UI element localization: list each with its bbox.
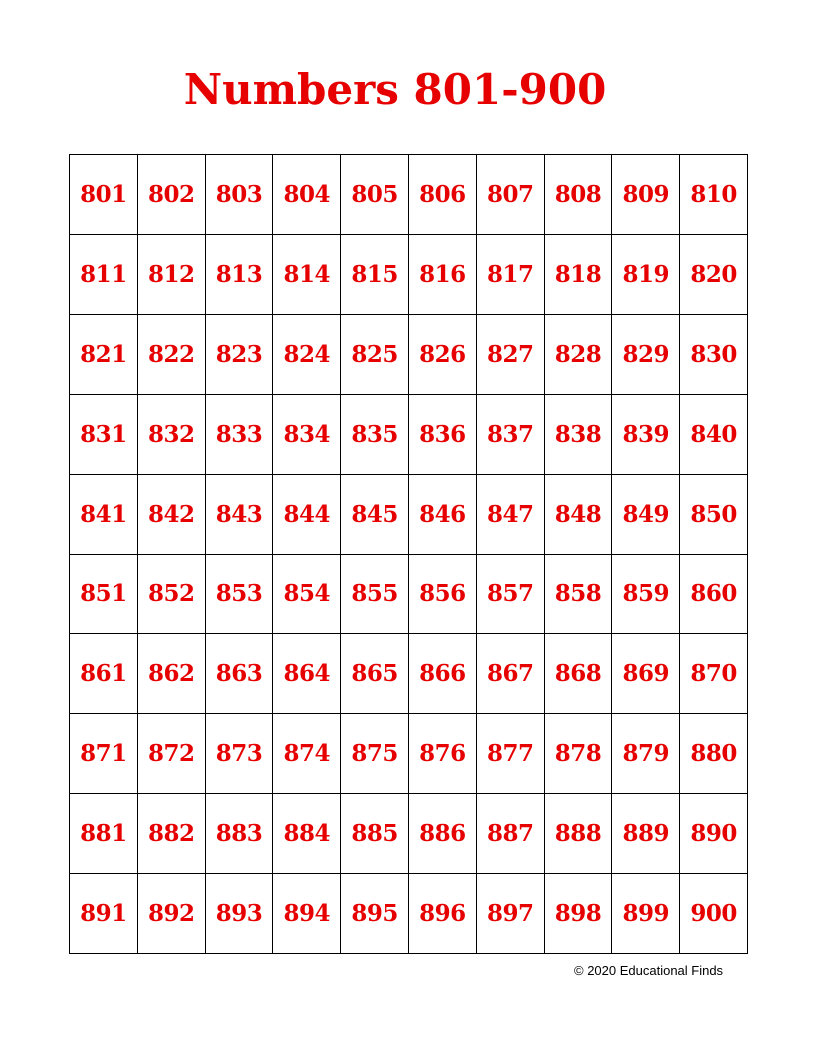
number-cell: 892 <box>138 874 206 954</box>
number-cell: 852 <box>138 555 206 635</box>
number-cell: 874 <box>273 714 341 794</box>
number-cell: 864 <box>273 634 341 714</box>
number-cell: 851 <box>70 555 138 635</box>
number-cell: 899 <box>612 874 680 954</box>
number-cell: 842 <box>138 475 206 555</box>
number-cell: 873 <box>206 714 274 794</box>
number-cell: 805 <box>341 155 409 235</box>
number-cell: 820 <box>680 235 748 315</box>
number-cell: 825 <box>341 315 409 395</box>
number-cell: 837 <box>477 395 545 475</box>
number-cell: 814 <box>273 235 341 315</box>
number-cell: 816 <box>409 235 477 315</box>
number-cell: 862 <box>138 634 206 714</box>
number-cell: 801 <box>70 155 138 235</box>
number-cell: 880 <box>680 714 748 794</box>
number-cell: 870 <box>680 634 748 714</box>
number-cell: 879 <box>612 714 680 794</box>
number-cell: 809 <box>612 155 680 235</box>
number-cell: 893 <box>206 874 274 954</box>
number-cell: 808 <box>545 155 613 235</box>
number-cell: 881 <box>70 794 138 874</box>
number-cell: 897 <box>477 874 545 954</box>
number-cell: 854 <box>273 555 341 635</box>
page-title: Numbers 801-900 <box>183 65 607 114</box>
number-cell: 882 <box>138 794 206 874</box>
number-cell: 835 <box>341 395 409 475</box>
number-cell: 865 <box>341 634 409 714</box>
number-cell: 867 <box>477 634 545 714</box>
number-cell: 858 <box>545 555 613 635</box>
number-cell: 898 <box>545 874 613 954</box>
number-cell: 823 <box>206 315 274 395</box>
number-cell: 834 <box>273 395 341 475</box>
number-cell: 875 <box>341 714 409 794</box>
number-cell: 810 <box>680 155 748 235</box>
number-cell: 843 <box>206 475 274 555</box>
number-cell: 889 <box>612 794 680 874</box>
number-cell: 824 <box>273 315 341 395</box>
number-grid <box>69 154 748 954</box>
number-cell: 802 <box>138 155 206 235</box>
number-cell: 831 <box>70 395 138 475</box>
number-cell: 890 <box>680 794 748 874</box>
number-cell: 832 <box>138 395 206 475</box>
number-cell: 857 <box>477 555 545 635</box>
number-cell: 863 <box>206 634 274 714</box>
number-cell: 877 <box>477 714 545 794</box>
number-cell: 848 <box>545 475 613 555</box>
number-cell: 815 <box>341 235 409 315</box>
number-cell: 860 <box>680 555 748 635</box>
number-cell: 871 <box>70 714 138 794</box>
number-cell: 847 <box>477 475 545 555</box>
copyright-notice: © 2020 Educational Finds <box>574 963 724 978</box>
number-cell: 895 <box>341 874 409 954</box>
number-cell: 884 <box>273 794 341 874</box>
number-cell: 849 <box>612 475 680 555</box>
number-cell: 872 <box>138 714 206 794</box>
number-cell: 844 <box>273 475 341 555</box>
number-cell: 812 <box>138 235 206 315</box>
number-cell: 850 <box>680 475 748 555</box>
number-cell: 853 <box>206 555 274 635</box>
number-cell: 868 <box>545 634 613 714</box>
number-cell: 821 <box>70 315 138 395</box>
number-cell: 888 <box>545 794 613 874</box>
number-cell: 886 <box>409 794 477 874</box>
number-cell: 861 <box>70 634 138 714</box>
number-cell: 840 <box>680 395 748 475</box>
number-cell: 859 <box>612 555 680 635</box>
number-cell: 822 <box>138 315 206 395</box>
number-cell: 878 <box>545 714 613 794</box>
number-cell: 891 <box>70 874 138 954</box>
number-cell: 817 <box>477 235 545 315</box>
number-cell: 829 <box>612 315 680 395</box>
number-cell: 804 <box>273 155 341 235</box>
number-cell: 839 <box>612 395 680 475</box>
number-cell: 885 <box>341 794 409 874</box>
number-cell: 828 <box>545 315 613 395</box>
number-cell: 806 <box>409 155 477 235</box>
number-cell: 818 <box>545 235 613 315</box>
number-cell: 876 <box>409 714 477 794</box>
number-cell: 826 <box>409 315 477 395</box>
number-cell: 900 <box>680 874 748 954</box>
number-cell: 887 <box>477 794 545 874</box>
number-cell: 866 <box>409 634 477 714</box>
number-cell: 836 <box>409 395 477 475</box>
number-cell: 811 <box>70 235 138 315</box>
number-cell: 896 <box>409 874 477 954</box>
number-cell: 894 <box>273 874 341 954</box>
number-cell: 883 <box>206 794 274 874</box>
number-cell: 856 <box>409 555 477 635</box>
number-cell: 833 <box>206 395 274 475</box>
number-cell: 869 <box>612 634 680 714</box>
number-cell: 827 <box>477 315 545 395</box>
number-cell: 813 <box>206 235 274 315</box>
number-cell: 807 <box>477 155 545 235</box>
number-cell: 846 <box>409 475 477 555</box>
number-cell: 845 <box>341 475 409 555</box>
number-cell: 819 <box>612 235 680 315</box>
number-cell: 841 <box>70 475 138 555</box>
number-cell: 838 <box>545 395 613 475</box>
number-cell: 830 <box>680 315 748 395</box>
number-cell: 803 <box>206 155 274 235</box>
number-cell: 855 <box>341 555 409 635</box>
